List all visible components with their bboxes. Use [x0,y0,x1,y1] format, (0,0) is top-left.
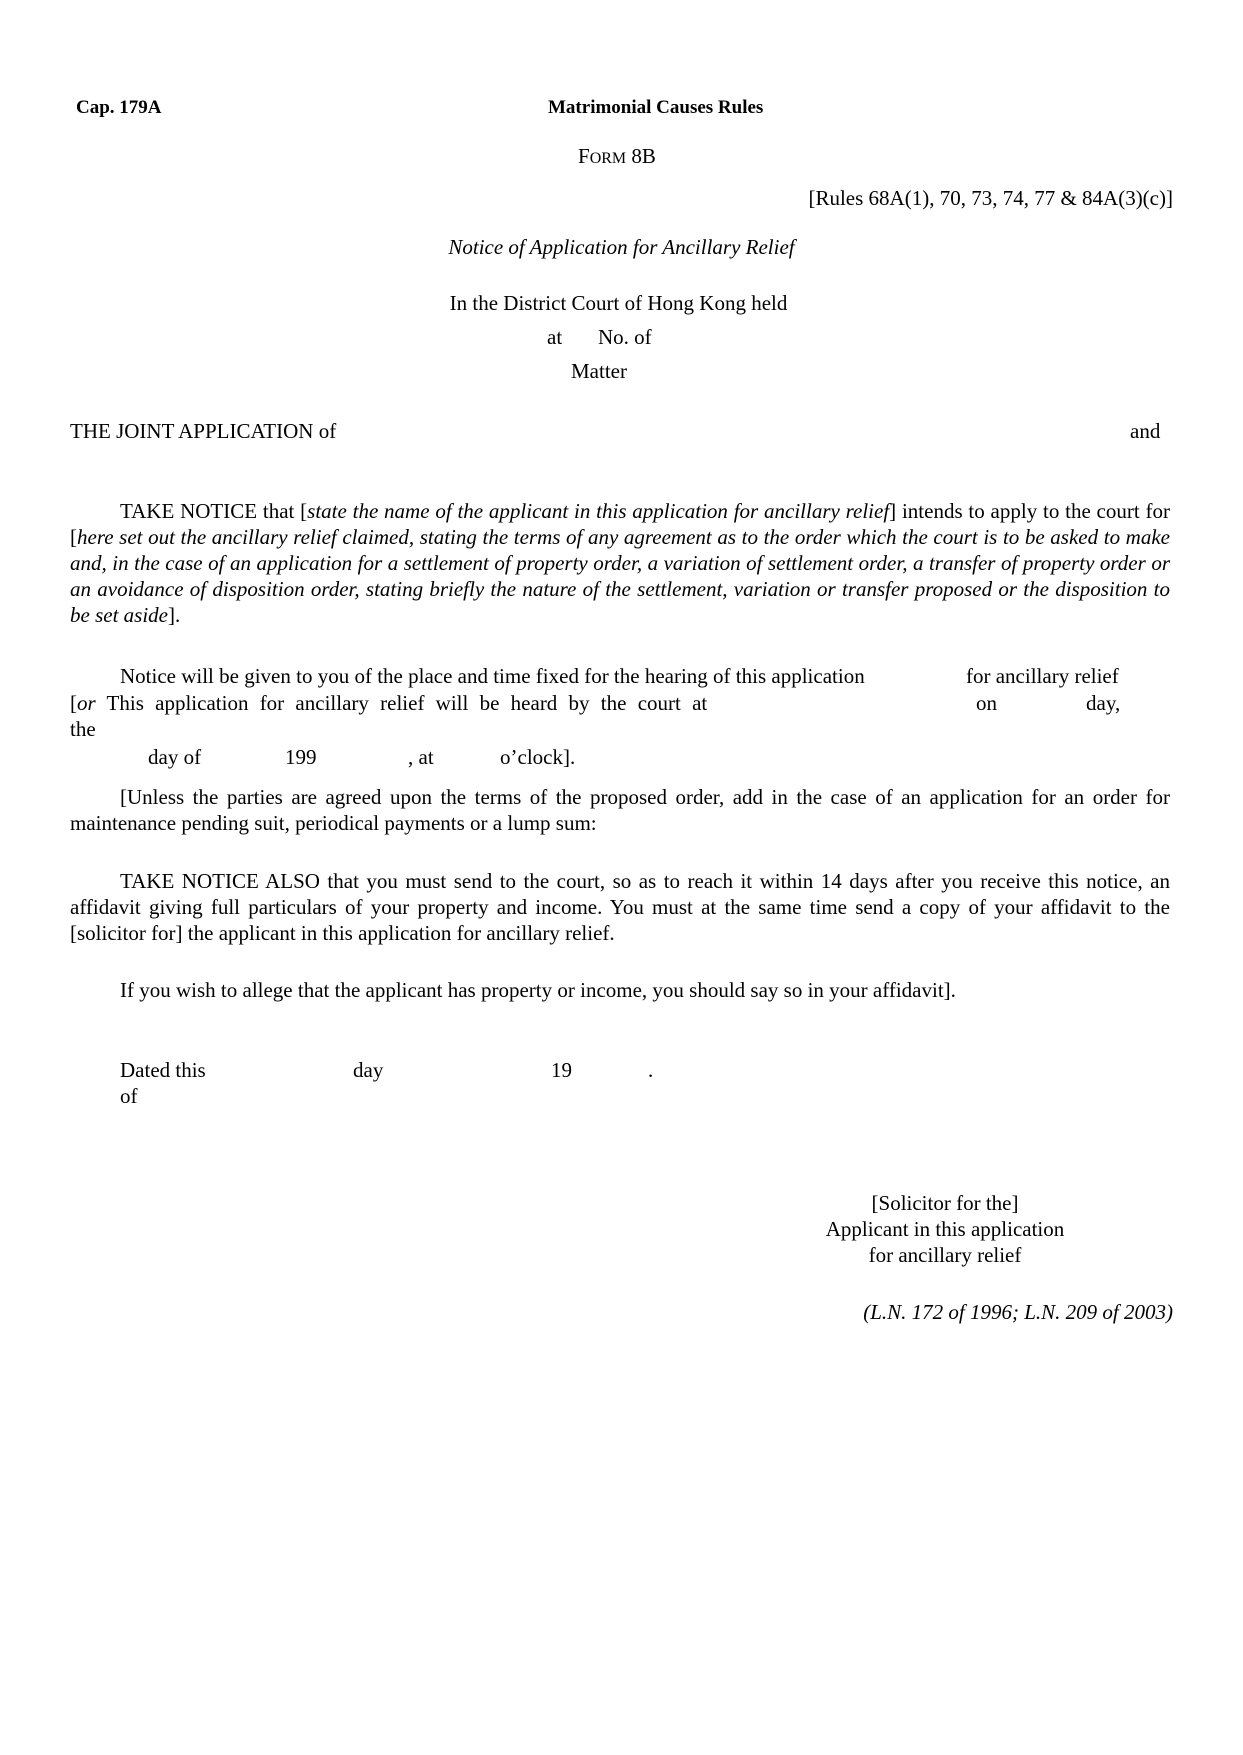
hearing-notice-line: Notice will be given to you of the place and time fixed for the hearing of this application [120,664,865,688]
signature-line-3: for ancillary relief [868,1243,1022,1267]
hearing-the: the [70,717,96,741]
take-notice-also-paragraph: TAKE NOTICE ALSO that you must send to the court, so as to reach it within 14 days after you receive this notice, an affidavit giving full particulars of your property and income. You must at the same time send a copy of your affidavit to the [solicitor for] the applicant in this application for ancillary relief. [70,869,1170,945]
legal-notice-citation: (L.N. 172 of 1996; L.N. 209 of 2003) [863,1300,1173,1324]
take-notice-paragraph: TAKE NOTICE that [state the name of the applicant in this application for ancillary relief] intends to apply to the court for [here set out the ancillary relief claimed, stating the terms of any agreement as to the order which the court is to be asked to make and, in the case of an application for a settlement of property order, a variation of settlement order, a transfer of property order or an avoidance of disposition order, stating briefly the nature of the settlement, variation or transfer proposed or the disposition to be set aside]. [70,499,1170,627]
allege-paragraph: If you wish to allege that the applicant has property or income, you should say so in your affidavit]. [120,978,956,1002]
document-title: Matrimonial Causes Rules [548,97,764,118]
dated-day: day [353,1058,384,1082]
unless-paragraph: [Unless the parties are agreed upon the terms of the proposed order, add in the case of an application for an order for maintenance pending suit, periodical payments or a lump sum: [70,785,1170,835]
dated-of: of [120,1084,138,1108]
rules-reference: [Rules 68A(1), 70, 73, 74, 77 & 84A(3)(c)] [808,186,1173,210]
court-line: In the District Court of Hong Kong held [449,291,788,315]
court-at: at [547,325,563,349]
chapter-label: Cap. 179A [76,97,162,118]
hearing-on: on [976,691,997,715]
dated-period: . [648,1058,654,1082]
hearing-at: , at [408,745,434,769]
and-label: and [1130,419,1161,443]
hearing-year: 199 [285,745,317,769]
joint-application-label: THE JOINT APPLICATION of [70,419,337,443]
hearing-alternative-line: [or This application for ancillary relief will be heard by the court at [70,691,708,715]
signature-line-1: [Solicitor for the] [871,1191,1019,1215]
hearing-oclock: o’clock]. [500,745,576,769]
hearing-day-of: day of [148,745,202,769]
hearing-day: day, [1086,691,1121,715]
court-matter: Matter [571,359,627,383]
hearing-for-relief: for ancillary relief [966,664,1119,688]
notice-title: Notice of Application for Ancillary Relief [448,235,795,259]
form-label: FORM 8B [578,144,656,168]
signature-line-2: Applicant in this application [825,1217,1065,1241]
court-no-of: No. of [598,325,652,349]
dated-year: 19 [551,1058,572,1082]
dated-this: Dated this [120,1058,206,1082]
